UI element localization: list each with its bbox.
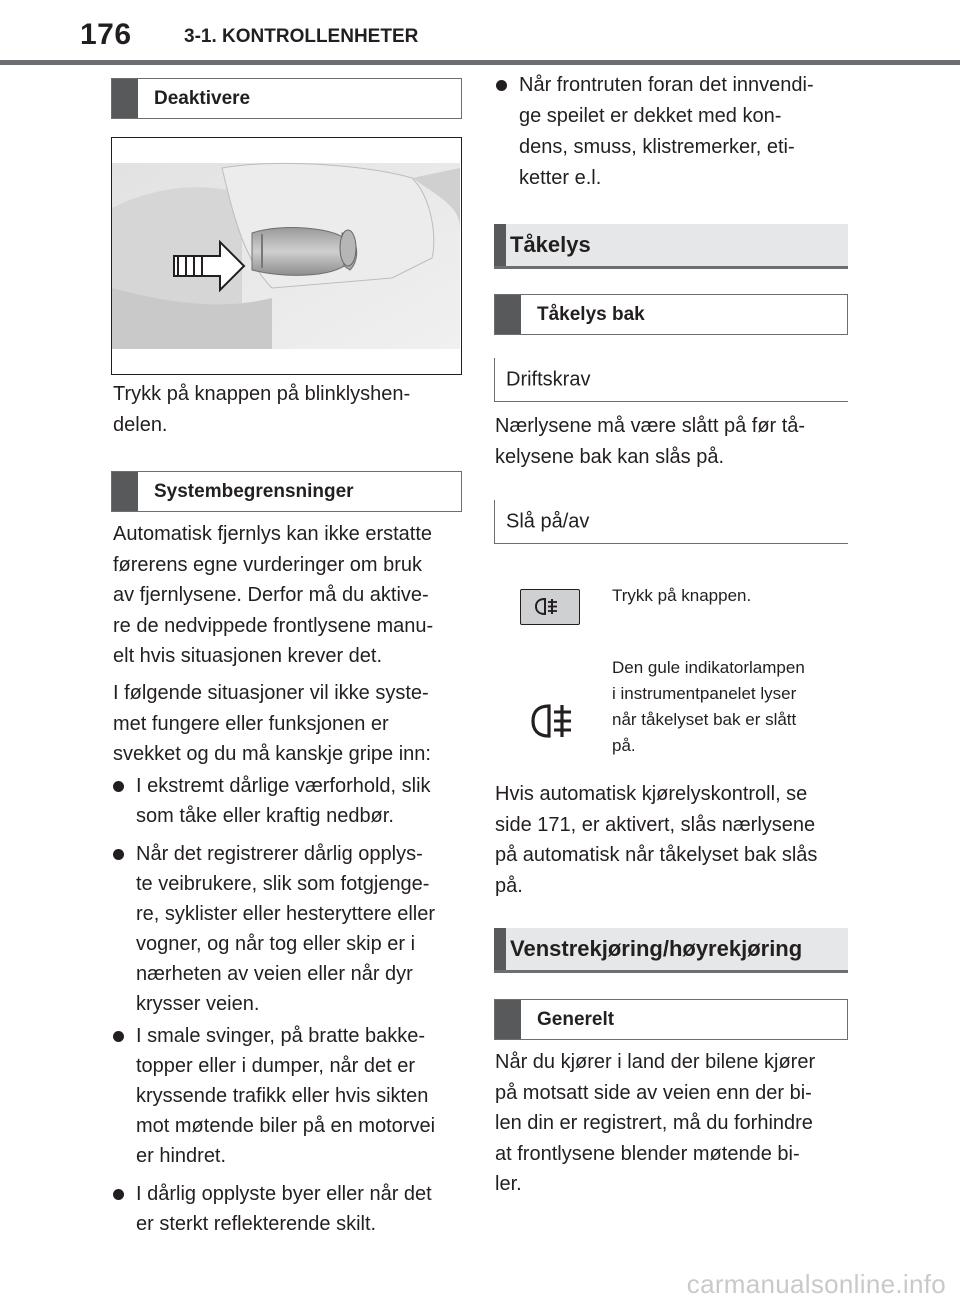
- bullet-dot: [113, 1031, 124, 1042]
- heading-label: Tåkelys bak: [537, 303, 645, 325]
- text-line: re de nedvippede frontlysene manu-: [113, 614, 434, 637]
- section-title: 3-1. KONTROLLENHETER: [184, 26, 419, 47]
- bullet-dot: [113, 849, 124, 860]
- text-line: met fungere eller funksjonen er: [113, 712, 389, 735]
- caption-line: Trykk på knappen på blinklyshen-: [113, 383, 411, 405]
- indicator-description: [612, 655, 805, 759]
- heading-tab: [112, 79, 138, 118]
- text-line: I dårlig opplyste byer eller når det: [136, 1183, 432, 1205]
- text-line: Den gule indikatorlampen: [612, 658, 805, 677]
- text-line: Når det registrerer dårlig opplys-: [136, 843, 423, 865]
- subheading-bar: [494, 358, 495, 401]
- text-line: I ekstremt dårlige værforhold, slik: [136, 775, 431, 797]
- text-line: mot møtende biler på en motorvei: [136, 1115, 436, 1137]
- text-line: ler.: [495, 1173, 522, 1195]
- paragraph-auto-control: [495, 779, 817, 901]
- subheading-label: Driftskrav: [506, 368, 591, 390]
- text-line: dens, smuss, klistremerker, eti-: [519, 136, 795, 158]
- text-line: topper eller i dumper, når det er: [136, 1055, 416, 1077]
- text-line: re, syklister eller hesteryttere eller: [136, 903, 435, 925]
- section-band-takelys: [494, 224, 848, 269]
- paragraph-limitations: [113, 519, 433, 672]
- rear-fog-light-icon: [521, 590, 578, 623]
- text-line: elt hvis situasjonen krever det.: [113, 645, 383, 667]
- figure-caption: [113, 379, 410, 440]
- text-line: på motsatt side av veien enn der bi-: [495, 1081, 812, 1104]
- text-line: nærheten av veien eller når dyr: [136, 963, 413, 985]
- text-line: I følgende situasjoner vil ikke syste-: [113, 682, 429, 704]
- text-line: på.: [612, 736, 636, 755]
- text-line: Automatisk fjernlys kan ikke erstatte: [113, 523, 433, 545]
- stalk-illustration: [112, 138, 460, 373]
- text-line: ge speilet er dekket med kon-: [519, 105, 782, 127]
- rear-fog-light-button: [520, 589, 580, 625]
- subheading-label: Slå på/av: [506, 510, 590, 532]
- heading-tab: [495, 295, 521, 334]
- text-line: er hindret.: [136, 1145, 227, 1167]
- instruction-press-button: [612, 583, 751, 609]
- band-label: Tåkelys: [510, 232, 591, 257]
- rear-fog-indicator-icon: [530, 702, 574, 740]
- bullet-dot: [496, 80, 507, 91]
- text-line: på automatisk når tåkelyset bak slås: [495, 844, 818, 866]
- subheading-driftskrav: [494, 358, 848, 402]
- heading-takelys-bak: [494, 294, 848, 335]
- caption-line: delen.: [113, 413, 168, 436]
- text-line: at frontlysene blender møtende bi-: [495, 1142, 800, 1165]
- heading-label: Generelt: [537, 1008, 615, 1030]
- paragraph-situations: [113, 678, 431, 770]
- text-line: te veibrukere, slik som fotgjenge-: [136, 873, 430, 895]
- text-line: krysser veien.: [136, 993, 260, 1015]
- watermark: carmanualsonline.info: [686, 1269, 946, 1299]
- text-line: kelysene bak kan slås på.: [495, 445, 725, 468]
- text-line: i instrumentpanelet lyser: [612, 684, 797, 703]
- text-line: len din er registrert, må du forhindre: [495, 1112, 813, 1134]
- text-line: svekket og du må kanskje gripe inn:: [113, 743, 431, 765]
- text-line: Når du kjører i land der bilene kjører: [495, 1051, 816, 1073]
- heading-label: Deaktivere: [154, 87, 251, 109]
- text-line: førerens egne vurderinger om bruk: [113, 553, 423, 576]
- stalk-figure: [111, 137, 462, 375]
- text-line: Nærlysene må være slått på før tå-: [495, 415, 806, 437]
- section-band-venstrekjoring: [494, 928, 848, 973]
- text-line: ketter e.l.: [519, 167, 602, 189]
- heading-tab: [495, 1000, 521, 1039]
- band-label: Venstrekjøring/høyrekjøring: [510, 936, 803, 961]
- paragraph-generelt: [495, 1047, 815, 1200]
- heading-generelt: [494, 999, 848, 1040]
- text-line: vogner, og når tog eller skip er i: [136, 933, 416, 955]
- heading-tab: [112, 472, 138, 511]
- text-line: Hvis automatisk kjørelyskontroll, se: [495, 783, 808, 805]
- bullet-dot: [113, 1189, 124, 1200]
- text-line: Trykk på knappen.: [612, 586, 752, 605]
- indicator-lamp: [530, 702, 574, 740]
- band-tab: [494, 928, 506, 970]
- bullet-dot: [113, 781, 124, 792]
- text-line: Når frontruten foran det innvendi-: [519, 74, 814, 96]
- heading-deaktivere: [111, 78, 462, 119]
- text-line: som tåke eller kraftig nedbør.: [136, 805, 394, 827]
- text-line: på.: [495, 874, 523, 897]
- text-line: I smale svinger, på bratte bakke-: [136, 1025, 426, 1047]
- heading-systembegrensninger: [111, 471, 462, 512]
- text-line: når tåkelyset bak er slått: [612, 710, 797, 729]
- subheading-sla-pa-av: [494, 500, 848, 544]
- text-line: er sterkt reflekterende skilt.: [136, 1213, 377, 1235]
- header-rule: [0, 60, 960, 65]
- paragraph-driftskrav: [495, 411, 805, 472]
- subheading-bar: [494, 500, 495, 543]
- text-line: kryssende trafikk eller hvis sikten: [136, 1085, 429, 1107]
- text-line: av fjernlysene. Derfor må du aktive-: [113, 584, 429, 606]
- page-number: 176: [80, 18, 132, 51]
- text-line: side 171, er aktivert, slås nærlysene: [495, 813, 816, 836]
- heading-label: Systembegrensninger: [154, 480, 354, 502]
- band-tab: [494, 224, 506, 266]
